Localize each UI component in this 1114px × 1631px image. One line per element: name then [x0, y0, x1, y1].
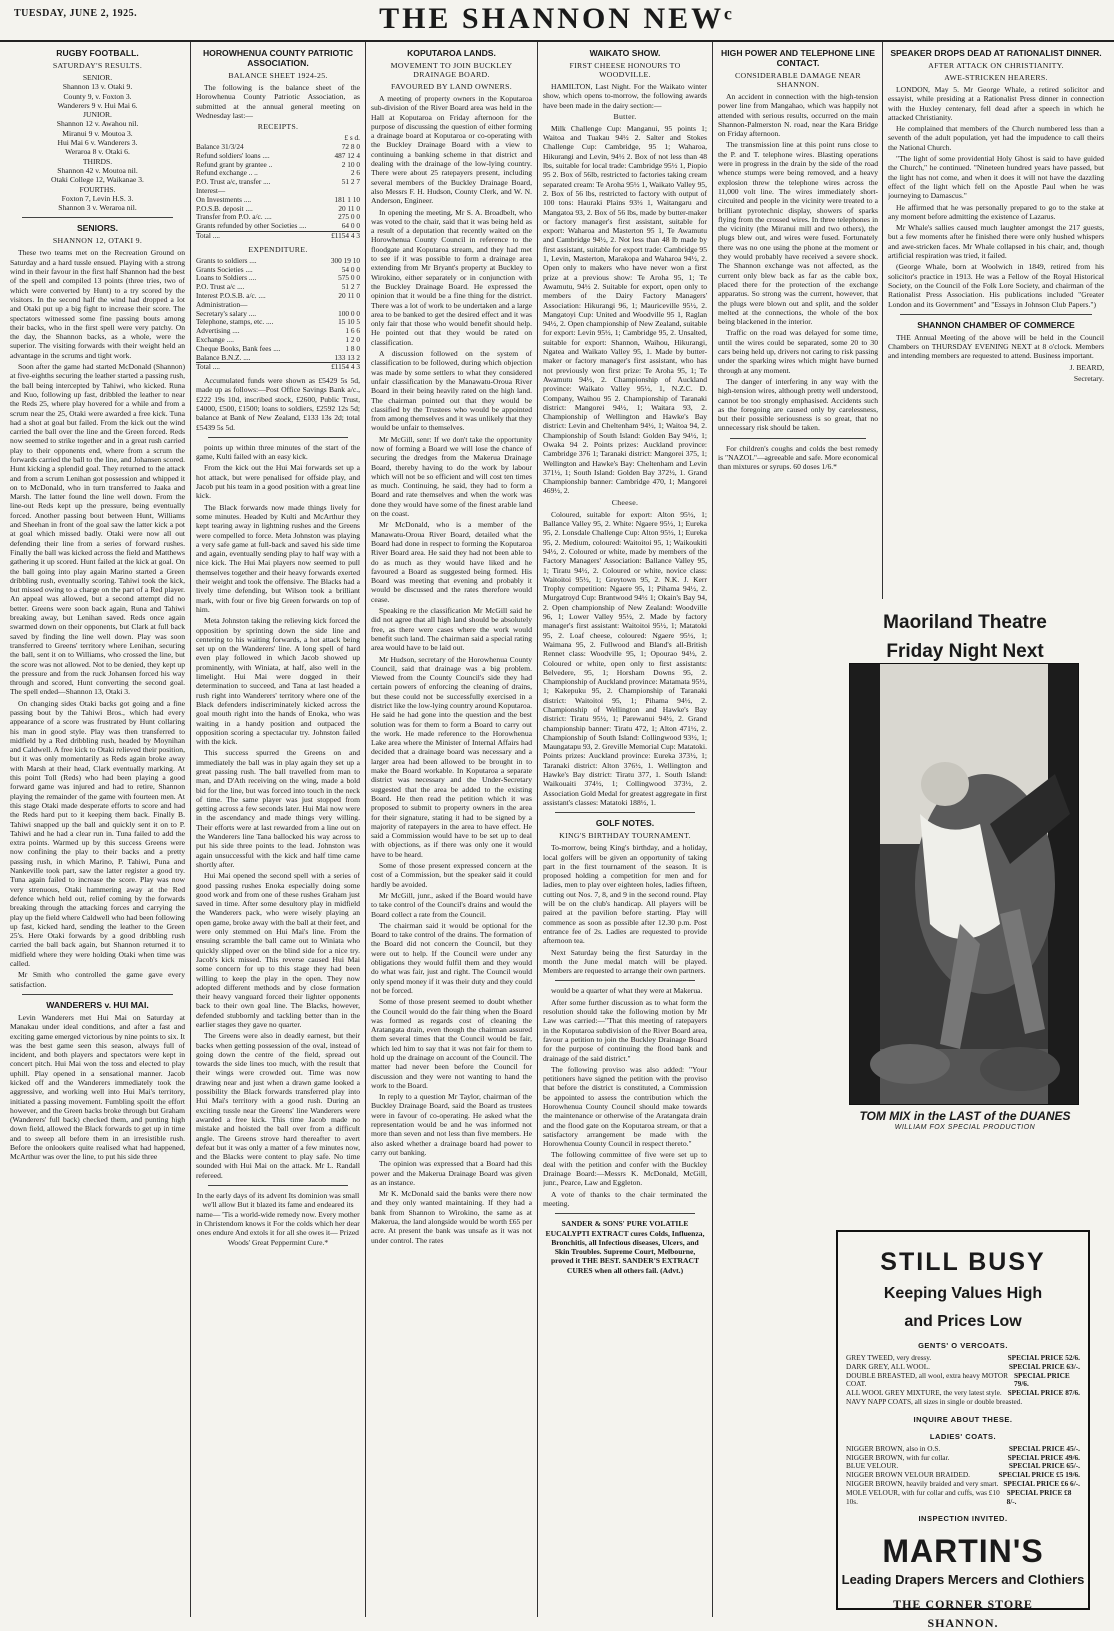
article-paragraph: Milk Challenge Cup: Manganui, 95 points 1; Waitoa and Tuakau 94½ 2. Salter and Stokes Challenge Cup: Cambridge, 95 1; Waharoa, Hikurangi and Levin, 94½ 2. Box of not less than 48 lbs, suitable for local trade: Cambridge 95½ 1, Piopio 95 2. Box of 56lb, restricted to factories taking cream separated cream: Te Aroha 95½ 1, Waikato Valley 95, 2. Box of 56 lbs, restricted to factory with output of 100 tons: Hauraki Plains 93½ 1, Waitangaru and Mangatoa 93, 2. Box of 56 lbs, made by butter-maker or factory manager's first assistant, suitable for export: Waharoa and Masterton 95 1, Te Awamutu and Cambridge 94½, 2. Not less than 48 lb made by first assistant, suitable for export trade: Cambridge 95 1, Levin, Masterton, Marakopa and Waharoa 94½, 2. Open only to makers who have never won a first prize at a previous show: Te Aroha 95, 1; Te Awamutu, 94½ 2. Suitable for export, open only to members of the Dairy Factory Managers' Association: Hikurangi 96, 1; Mauriceville 95½, 2. Mangatoyi Cup: United and Woodville 95 1, Raglan 94½, 2. Open championship of New Zealand, suitable for export: Levin 95½, 1; Cambridge 95, 2. Unsalted, suitable for export: Shannon, Waihou, Hikurangi, Ngatea and Waikato Valley 95, 1. Made by butter-maker or factory manager's first assistant, who has not previously won first prize: Te Aroha 95, 1; Te Awamutu 94½, 2. Championship of Auckland province: Waikato Valley 95½, 1, N.Z.C. D. Company, Waihou 95 2. Championship of Taranaki district: Mangorei 94½, 1; Waitara 93, 2. Championship of Wellington and Hawke's Bay district: Levin and Cheltenham 94½, 1; Waitoa 94, 2. Championship of South Island: Golden Bay 94½, 1; Owaka 94 2. Points prizes: Auckland province: Cambridge 376 1; Taranaki district: Mangorei 375, 1; Wellington and Hawke's Bay: Cheltenham and Levin 371½, 1; South Island: Golden Bay 372½, 1. Grand Championship banner: Cambridge 470, 1; Mangorei 469½, 2.	[543, 123, 707, 496]
signature-name: J. BEARD,	[1069, 362, 1104, 372]
table-row: P.O. Trust a/c .... 51 2 7	[196, 282, 360, 292]
waikato-subheading: FIRST CHEESE HONOURS TO WOODVILLE.	[569, 61, 681, 79]
divider	[208, 437, 348, 438]
article-paragraph: Some of those present expressed concern at the cost of a Commission, but the speaker said it could hardly be avoided.	[371, 861, 532, 889]
table-row: P.O. Trust a/c, transfer .... 51 2 7	[196, 177, 360, 187]
results-list	[10, 73, 185, 212]
result-line: FOURTHS.	[79, 184, 116, 194]
result-line: County 9, v. Foxton 3.	[63, 91, 132, 101]
table-row: Refund exchange .. .. 2 6	[196, 168, 360, 178]
column-koputaroa	[371, 44, 532, 1615]
price-row: DOUBLE BREASTED, all wool, extra heavy MOTOR COAT. SPECIAL PRICE 79/6.	[846, 1370, 1070, 1389]
article-paragraph: He complained that members of the Church numbered less than a seventh of the adult population, yet had the impudence to call theirs the National Church.	[888, 124, 1104, 152]
article-paragraph: The transmission line at this point runs close to the P. and T. telephone wires. Blasting operations were in progress in the drain by the side of the road whence stumps were being removed, and a heavy explosion threw the telephone wires across the 11,000 volt line. The wires immediately short-circuited and people in the vicinity were treated to a brilliant pyrotechnic display, showers of sparks flying from the crossed wires. In three telephones in the vicinity (the Miranui mill and two others), the plugs blew out, and wires were fused. Fortunately there was no one using the phone at the moment or they would probably have received a severe shock. The Shannon exchange was not affected, as the current only blew back as far as the cable box, placed there for the protection of the exchange apparatus. So strong was the current, however, that the plugs were blown out and split, and the solder melted at the connections, the whole of the box being blackened in the interior.	[718, 140, 878, 327]
article-paragraph: Soon after the game had started McDonald (Shannon) at five-eighths securing the leather started a passing rush, the ball being intercepted by Tahiwi, who kicked. Runa and Kuo, following up fast, dribbled the leather to near the Reds 25, where play hovered for a while and from a scrum near the 25, Otaki were awarded a free kick. Tuna had a shot at goal but failed. From the kick out the wind carried the ball over the line and the Green forced. Reds now seemed to strike together and in a great rush carried play to their opponents end, where from a scrum the forwards carried the ball to the line, and Johansen scored. Hunt kicking a splendid goal. They returned to the attack and from a scrum Lenihan got possession and whipped it on to McDonald, who in turn transferred to Jaaka and Marsh. The latter found the line well down. From the line-out Reds kept up the pressure, being eventually forced. Another passing bout between Hunt, Williams and Sheehan in front of the goal saw the latter kick a pot at goal which missed badly. Otaki were now all out defending their line from a series of forward rushes. Finally the ball was kicked across the field and Matthews gathering it up scored. Hunt failed at the kick at goal. On the ball going into play again Marino started a Green dribbling rush, eventually scoring. Tahiwi took the kick, but missed owing to a charge on the part of a Red player. An appeal was allowed, but a second attempt did no better. Greens were soon back again, Runa and Tahiwi breaking away, but Lenihan saved. Reds once again swarmed down on their opponents, but Clark at full back saved by finding the line well down. Play was soon transferred to Greens' territory where Lenihan, securing the ball, sent it on to Williams, who crossed the line, but the score was not allowed. Not to be denied, they kept up the pressure and from the ruck Johansen forced his way through and scored, Hunt converting the second goal. The spell ended—Shannon 13, Otaki 3.	[10, 362, 185, 697]
table-row: Administration—	[196, 299, 248, 309]
film-still-illustration	[850, 664, 1078, 1104]
wanderers-heading: WANDERERS v. HUI MAI.	[46, 999, 149, 1010]
receipts-table	[196, 134, 360, 241]
article-paragraph: The Black forwards now made things lively for some minutes. Headed by Kulti and McArthur they kept tearing away in lightning rushes and the Greens were compelled to force. Meta Johnston was playing a very safe game at full-back and saved his side time and again, eventually sending play to half way with a nice kick. The Hui Mai players now seemed to pull themselves together and their heavy forwards exerted their weight and took the offensive. The Blacks had a lively time defending, but Wilson took a brilliant mark, with four or five big Green forwards on top of him.	[196, 502, 360, 614]
expenditure-table	[196, 257, 360, 372]
inquire-note: INQUIRE ABOUT THESE.	[913, 1414, 1013, 1424]
result-line: Shannon 42 v. Moutoa nil.	[57, 165, 138, 175]
advert-tagline: Keeping Values High	[883, 1285, 1043, 1302]
article-paragraph: The Greens were also in deadly earnest, but their backs when getting possession of the oval, instead of going down the centre of the field, spread out towards the side lines too much, with the result that their wings were crowded out. Time was now drawing near and just when a drawn game looked a possibility the Black forwards transferred play into Hui Mai's territory with a good rush. During an exciting tussle near the Greens' line Wanderers were awarded a free kick. This time Jacob made no mistake and hoisted the ball over from a difficult angle. The Greens strove hard thereafter to avert defeat but it was only a matter of a few minutes now, and the Blacks were content to play safe. No time sounded with Hui Mai on the attack. Mr L. Randall refereed.	[196, 1031, 360, 1180]
result-line: Otaki College 12, Waikanae 3.	[51, 175, 144, 185]
waikato-heading: WAIKATO SHOW.	[589, 48, 661, 58]
article-paragraph: In reply to a question Mr Taylor, chairman of the Buckley Drainage Board, said the Board as trustees were in favour of co-operating. He asked what the representation would be and he was informed not more than seven and not less than five members. He also asked whether a drainage board had power to carry out banking.	[371, 1092, 532, 1157]
article-paragraph: points up within three minutes of the start of the game, Kulti failed with an easy kick.	[196, 442, 360, 462]
result-line: Foxton 7, Levin H.S. 3.	[61, 193, 134, 203]
article-paragraph: An accident in connection with the high-tension power line from Mangahao, which was happily not attended with serious results, occurred on the main Shannon-Palmerston N. road, near the Kara Bridge on Friday afternoon.	[718, 92, 878, 139]
article-paragraph: Mr Smith who controlled the game gave every satisfaction.	[10, 970, 185, 989]
inspection-note: INSPECTION INVITED.	[918, 1514, 1008, 1524]
article-paragraph: (George Whale, born at Woolwich in 1849, retired from his solicitor's practice in 1913. He was a Fellow of the Royal Historical Society, on the Council of the Folk Lore Society, and chairman of the Rationalist Press Association. His publications included "Greater London and its Government" and "Essays in Johnson Club Papers.")	[888, 262, 1104, 309]
table-row: Balance 31/3/24 72 8 0	[196, 141, 360, 151]
column-waikato	[543, 44, 707, 1615]
article-paragraph: The chairman said it would be optional for the Board to take control of the drains. The formation of the Board did not concern the Council, but they were out to help. If the Council were under any obligations they would fulfil them and they would do what was fair, just and right. The Council would only spend money if it was their duty and they could not be forced.	[371, 920, 532, 995]
receipts-heading: RECEIPTS.	[257, 122, 299, 132]
shop-trade: Leading Drapers Mercers and Clothiers	[841, 1572, 1085, 1588]
article-paragraph: A vote of thanks to the chair terminated the meeting.	[543, 1189, 707, 1208]
article-paragraph: Some of those present seemed to doubt whether the Council would do the fair thing when the Board was formed as regards cost of cleaning the Aratangata drain, even though the chairman assured them several times that the Council would be fair, which led him to say that it was not fair for them to hold up the drainage on account of the Council. The matter had never been before the Council for discussion and they were not wanting to hand the work to the Board.	[371, 997, 532, 1090]
balance-sheet-title: BALANCE SHEET 1924-25.	[228, 71, 328, 80]
result-line: Wanderers 9 v. Hui Mai 6.	[57, 100, 138, 110]
golf-heading: GOLF NOTES.	[595, 818, 655, 829]
table-row: P.O.S.B. deposit .... 20 11 0	[196, 203, 360, 213]
divider	[900, 314, 1092, 315]
article-paragraph: Mr McGill, junr., asked if the Board would have to take control of the Council's drains and would the Board collect a rate from the Council.	[371, 890, 532, 919]
golf-subheading: KING'S BIRTHDAY TOURNAMENT.	[559, 831, 691, 841]
expenditure-heading: EXPENDITURE.	[248, 244, 308, 254]
gents-section-heading: GENTS' O VERCOATS.	[918, 1341, 1008, 1350]
article-paragraph: Traffic on the road was delayed for some time, until the wires could be separated, some 20 to 30 cars being held up, drivers not caring to risk passing under the sparking wires which might have burned through at any moment.	[718, 328, 878, 375]
column-patriotic	[196, 44, 360, 1615]
article-paragraph: To-morrow, being King's birthday, and a holiday, local golfers will be given an opportunity of taking part in the first tournament of the season. It is proposed holding a competition for men and for ladies, men to play over eighteen holes, ladies fifteen, cutting out Nos. 7, 8, and 9 in the second round. Play will be on the club's handicap. All players will be paired at the pavilion before starting. Play will commence as soon as possible after 12.30 p.m. Post entrance fee of 2s. Ladies are requested to provide afternoon tea.	[543, 843, 707, 946]
result-line: Hui Mai 6 v. Wanderers 3.	[57, 138, 138, 148]
article-paragraph: The danger of interfering in any way with the high-tension wires, although pretty well understood, cannot be too strongly emphasised. Accidents such as the foregoing are caused only by carelessness, but their possible seriousness is so great, that no unnecessary risk should be taken.	[718, 376, 878, 433]
table-row: Transfer from P.O. a/c. .... 275 0 0	[196, 212, 360, 222]
film-caption: TOM MIX in the LAST of the DUANES	[859, 1109, 1071, 1123]
ladies-section-heading: LADIES' COATS.	[929, 1431, 997, 1441]
table-row: Grants refunded by other Societies .... 64 0 0	[196, 221, 360, 231]
article-paragraph: Next Saturday being the first Saturday in the month the June medal match will be played. Members are requested to arrange their own partners.	[543, 947, 707, 976]
seniors-heading: SENIORS.	[76, 223, 119, 234]
article-paragraph: He affirmed that he was personally prepared to go to the stake at any moment before admitting the existence of Lazarus.	[888, 202, 1104, 221]
divider	[730, 438, 866, 439]
table-row: Grants to soldiers .... 300 19 10	[196, 255, 360, 265]
article-paragraph: The following is the balance sheet of the Horowhenua County Patriotic Association, as submitted at the annual general meeting on Wednesday last:—	[196, 83, 360, 120]
article-paragraph: Mr McGill, senr: If we don't take the opportunity now of forming a Board we will lose the chance of securing the dredges from the Makerua Drainage Board, thereby having to do the work by labour which will not be so efficient and will cost ten times as much. Continuing, he said, they had to form a Board and rate themselves and when the work was done they would have some of the finest arable land on the coast.	[371, 434, 532, 519]
column-rule	[365, 42, 366, 1617]
shop-name: MARTIN'S	[882, 1533, 1044, 1570]
divider	[22, 994, 173, 995]
table-row: Total .... £1154 4 3	[196, 362, 360, 372]
price-row: MOLE VELOUR, with fur collar and cuffs, was £10 10s. SPECIAL PRICE £8 8/-.	[846, 1487, 1072, 1506]
theatre-advert	[836, 605, 1094, 1215]
patriotic-heading: HOROWHENUA COUNTY PATRIOTIC ASSOCIATION.	[202, 48, 354, 68]
koputaroa-subheading: MOVEMENT TO JOIN BUCKLEY DRAINAGE BOARD.	[390, 61, 513, 79]
result-line: Weraroa 8 v. Otaki 6.	[65, 147, 130, 157]
speaker-subheading: AFTER ATTACK ON CHRISTIANITY.	[928, 61, 1064, 70]
column-rugby	[10, 44, 185, 1615]
article-paragraph: Speaking re the classification Mr McGill said he did not agree that all high land should be absolutely free, as there were cases where the work would benefit such land. The chairman said a special rating area would have to be laid out.	[371, 606, 532, 653]
price-row: BLUE VELOUR. SPECIAL PRICE 65/-.	[846, 1461, 1080, 1471]
table-row: Exchange .... 1 2 0	[196, 334, 360, 344]
article-paragraph: Hui Mai opened the second spell with a series of good passing rushes Enoka especially doing some good work and from one of these rushes Graham just saved in time. After some desultory play in midfield the Wanderers pack, who were wisely playing an open game, broke away with the ball at their feet, and were only stemmed on Hui Mai's line. From the ensuing scramble the ball came out to Winiata who quickly slipped over on the blind side for a nice try. Jacob's kick missed. This reverse caused Hui Mai some concern for up to this stage they had been willing to keep the play in the open. They now adopted different methods and by close formation their heavy vanguard forced their lighter opponents back to their own goal line. The Blacks, however, defended stubbornly and tackling better than in the earlier stages they gave no quarter.	[196, 871, 360, 1029]
article-paragraph: "The light of some providential Holy Ghost is said to have guided the Church," he continued. "Nineteen hundred years have passed, but the light has not come, and when it does it will not have the dazzling effect of the light which fell on the Apostle Paul when he was journeying to Damascus."	[888, 154, 1104, 201]
divider	[22, 217, 173, 218]
result-line: Shannon 3 v. Weraroa nil.	[58, 203, 137, 213]
advert-verse: In the early days of its advent Its dominion was small we'll allow But it blazed its fame and endeared its name— 'Tis a world-wide remedy now. Every mother in Christendom knows it For the colds which her dear ones endure And extols it for all she owes it— Prized Woods' Great Peppermint Cure.*	[196, 1191, 360, 1247]
power-subheading: CONSIDERABLE DAMAGE NEAR SHANNON.	[735, 71, 861, 89]
table-row: Interest—	[196, 185, 226, 195]
article-paragraph: From the kick out the Hui Mai forwards set up a hot attack, but were penalised for offside play, and Jacob put his team in a good position with a great line kick.	[196, 463, 360, 501]
article-paragraph: This success spurred the Greens on and immediately the ball was in play again they set up a great passing rush. The ball travelled from man to man, and D'Ath receiving on the wing, made a bold bid for the line, but was forced into touch in the neck of time. The same player was just stopped from getting across a few seconds later. Hui Mai now were in the ascendancy and made things very willing. Their efforts were at last rewarded from a line out on the Wanderers line Tana ballocked his way across to put his side three points to the lead. Johnston was again unsuccessful with the kick and half time came shortly after.	[196, 748, 360, 869]
result-line: Shannon 12 v. Awahou nil.	[56, 119, 139, 129]
price-row: NIGGER BROWN, with fur collar. SPECIAL PRICE 49/6.	[846, 1452, 1080, 1462]
speaker-heading: SPEAKER DROPS DEAD AT RATIONALIST DINNER.	[890, 48, 1102, 58]
power-heading: HIGH POWER AND TELEPHONE LINE CONTACT.	[721, 48, 875, 68]
rugby-subheading: SATURDAY'S RESULTS.	[52, 61, 143, 70]
advert-nazol: For children's coughs and colds the best remedy is "NAZOL"—agreeable and safe. More economical than mixtures or syrups. 60 doses 1/6.*	[718, 443, 878, 472]
chamber-notice: THE Annual Meeting of the above will be held in the Council Chambers on THURSDAY EVENING NEXT at 8 o'clock. Members and intending members are requested to attend. Business important.	[888, 332, 1104, 361]
column-rule	[190, 42, 191, 1617]
article-paragraph: The following proviso was also added: "Your petitioners have signed the petition with the proviso that before the district is constituted, a Commission be appointed to assess the contribution which the Horowhenua County Council should make towards the maintenance or otherwise of the Aratangata drain and the flood gate on the Koputaroa stream, or that a satisfactory arrangement be made with the Horowhenua County Council in respect thereto."	[543, 1064, 707, 1149]
table-row: Secretary's salary .... 100 0 0	[196, 308, 360, 318]
article-paragraph: Meta Johnston taking the relieving kick forced the opposition by sprinting down the side line and centering to his waiting forwards, a hot attack being set up on the Wanderers' line. A long spell of hard even play followed in which Jacob showed up prominently, with Winiata, at half, also well in the limelight. Hui Mai were dogged in their determination to succeed, and Tana at last headed a rush right into Wanderers' territory where one of the Black defenders indiscriminately kicked across the goal mouth right into the hands of Enoka, who was waiting in a handy position and outpaced the opposition scoring a spectacular try. Johnston failed with the kick.	[196, 616, 360, 747]
divider	[555, 1213, 695, 1214]
article-paragraph: Mr Hudson, secretary of the Horowhenua County Council, said that drainage was a big problem. Viewed from the County Council's side they had certain powers of enforcing the cleaning of drains, but these could not be successfully exercised in a district like the low-lying country around Koputaroa. He said he had gone into the question and the best solution was for them to form a Board to carry out the work. He made reference to the Horowhenua Lake area where the Minister of Internal Affairs had decided that a drainage board was necessary and a larger area had been allowed to be brought in to make the Board workable. In Koputaroa a separate district was necessary and the Under-Secretary suggested that the area be added to the existing Board. He then read the petition which it was proposed to submit to property owners in the area for their signature, stating it had to be signed by a majority of ratepayers in the area to have effect. He said a Commission would have to be set up to deal with objections, as if there was only one it would have to be heard.	[371, 654, 532, 859]
table-row: £ s d.	[344, 133, 360, 143]
newspaper-title: THE SHANNON NEWᶜ	[379, 2, 735, 35]
result-line: JUNIOR.	[83, 110, 112, 120]
column-rule	[712, 42, 713, 1617]
table-row: Total .... £1154 4 3	[196, 230, 360, 240]
shop-location: THE CORNER STORE	[893, 1597, 1033, 1612]
article-paragraph: A discussion followed on the system of classification to be followed, during which objection was made by some settlers to what they considered unfair classification by the Manawatu-Oroua River Board in their being heavily rated on the high land. The chairman pointed out that they would be classified by the Trustees who would be appointed from among themselves and it was unlikely that they would be unfair to themselves.	[371, 349, 532, 433]
article-paragraph: Mr K. McDonald said the banks were there now and they only wanted maintaining. If they had a bank from Shannon to Wirokino, the same as at Makerua, the land alongside would be worth £65 per acre. At present the bank was unsafe as it was not under control. The rates	[371, 1189, 532, 1245]
article-paragraph: LONDON, May 5. Mr George Whale, a retired solicitor and essayist, while presiding at a Rationalist Press dinner in connection with the Huxley centenary, fell dead after a speech in which he attacked Christianity.	[888, 85, 1104, 122]
article-paragraph: These two teams met on the Recreation Ground on Saturday and a hard tussle ensued. Playing with a strong wind in their favour in the first half Shannon had the best of the spell and compiled 13 points (three tries, two of which were converted by Hunt) to a try scored by the visitors. In the second half the wind had dropped a lot and Otaki put up a big fight to increase their score. The spectators witnessed some fine passing bouts among their backs, who in the first spell were very patchy. On the day, the Shannon backs, as a whole, were the superior. The visiting forwards with their weight held an advantage in the scrums and tight work.	[10, 248, 185, 360]
column-power-line	[718, 44, 878, 594]
result-line: Shannon 13 v. Otaki 9.	[62, 82, 133, 92]
article-paragraph: Accumulated funds were shown as £5429 5s 5d, made up as follows:—Post Office Savings Bank a/c., £222 19s 10d, inscribed stock, £2600, Public Trust, £4000, £500, £1500; loans to soldiers, £2592 12s 5d; balance at Bank of New Zealand, £133 13s 2d; total £5439 5s 5d.	[196, 376, 360, 432]
article-paragraph: would be a quarter of what they were at Makerua.	[551, 986, 703, 996]
price-row: NIGGER BROWN VELOUR BRAIDED. SPECIAL PRICE £5 19/6.	[846, 1470, 1080, 1480]
martins-advert	[836, 1230, 1090, 1631]
cheese-heading: Cheese.	[611, 497, 639, 507]
koputaroa-subheading: FAVOURED BY LAND OWNERS.	[391, 82, 512, 91]
article-paragraph: Mr McDonald, who is a member of the Manawatu-Oroua River Board, detailed what the Board had done in respect to forming the Koputaroa River Board area. He said they had not been able to do as much as they would have liked and he favoured a Board as suggested being formed. His Board was meeting that evening and probably it would be discussed and the rates therefore would cease.	[371, 520, 532, 604]
result-line: THIRDS.	[82, 156, 113, 166]
table-row: Loans to Soldiers .... 575 0 0	[196, 273, 360, 283]
divider	[208, 1185, 348, 1186]
article-paragraph: Levin Wanderers met Hui Mai on Saturday at Manakau under ideal conditions, and after a fast and exciting game emerged victorious by nine points to six. It was the best game seen this season, always full of incident, and both players and spectators were kept in concert pitch. Hui Mai won the toss and elected to play uphill. Play opened in a sensational manner. Jacob kicked off and the Wanderers immediately took the aggressive, and working well into Hui Mai's territory, initiated a passing movement. Fumbling spoilt the effort however, and the Green backs broke through but Graham (Wanderers' full back) checked them, and punting high down field, allowed the Black forwards to get up in time and to sweep all before them in an irresistible rush. Before the onlookers quite realised what had happened, McArthur was over the line, to put his side three	[10, 1012, 185, 1162]
article-paragraph: After some further discussion as to what form the resolution should take the following motion by Mr Law was carried:—"That this meeting of ratepayers in the Koputaroa subdivision of the River Board area, favour a petition to join the Buckley Drainage Board for the purpose of continuing the flood bank and drainage of the said district."	[543, 997, 707, 1063]
seniors-score: SHANNON 12, OTAKI 9.	[52, 236, 143, 246]
column-speaker	[888, 44, 1104, 594]
film-credit: WILLIAM FOX SPECIAL PRODUCTION	[894, 1124, 1036, 1131]
advert-headline: STILL BUSY	[880, 1248, 1046, 1276]
article-paragraph: In opening the meeting, Mr S. A. Broadbelt, who was voted to the chair, said that it was being held as a result of a deputation that recently waited on the Horowhenua County Council in reference to the floodgate and Koputaroa stream, and they had met to see if it was possible to form a drainage area extending from Mr Bryant's property at Buckley to Wirokino, either separately or in conjunction with the Buckley Drainage Board. He expressed the opinion that it would be a fine thing for the district. There was a lot of work to be undertaken and a large area to be banked to get the desired effect and it was only fair that those who would benefit should help. He pointed out that they would be rated on classification.	[371, 207, 532, 347]
result-line: SENIOR.	[82, 73, 113, 82]
speaker-subheading: AWE-STRICKEN HEARERS.	[944, 73, 1048, 82]
advert-sander: SANDER & SONS' PURE VOLATILE EUCALYPTI EXTRACT cures Colds, Influenza, Bronchitis, all Infectious diseases, Ulcers, and Skin Troubles. Supreme Court, Melbourne, proved it THE BEST. SANDER'S EXTRACT CURES when all others fail. (Advt.)	[545, 1219, 705, 1275]
table-row: Refund soldiers' loans .... 487 12 4	[196, 150, 360, 160]
column-rule	[882, 42, 883, 599]
divider	[555, 980, 695, 981]
shop-town: SHANNON.	[927, 1616, 999, 1631]
theatre-date: Friday Night Next	[886, 641, 1044, 662]
price-row: NIGGER BROWN, also in O.S. SPECIAL PRICE 45/-.	[846, 1443, 1080, 1453]
issue-date: TUESDAY, JUNE 2, 1925.	[14, 8, 138, 19]
table-row: Advertising .... 1 6 6	[196, 326, 360, 336]
table-row: Interest P.O.S.B. a/c. .... 20 11 0	[196, 290, 360, 300]
article-paragraph: HAMILTON, Last Night. For the Waikato winter show, which opens to-morrow, the following awards have been made in the dairy section:—	[543, 82, 707, 110]
article-paragraph: The opinion was expressed that a Board had this power and the Makerua Drainage Board was given as an instance.	[371, 1159, 532, 1187]
masthead	[0, 0, 1114, 42]
film-still-image	[849, 663, 1079, 1105]
article-paragraph: Coloured, suitable for export: Alton 95½, 1; Ballance Valley 95, 2. White: Ngaere 95½, 1; Eureka 95, 2. Lonsdale Challenge Cup: Alton 95½, 1; Eureka 95, 2. Medium, coloured: Waitoitoi 95, 1; Waikoukiti 94½, 2. Coloured or white, made by members of the Factory Managers' Association: Ballance Valley 95, 1; Tiratu 94½, 2. Coloured or white, novice class: Waitoitoi 95½, 1; Greytown 95, 2. N.K. J. Kerr Trophy competition: Ngaere 95, 1; Pihama 94½, 2. Murgatroyd Cup: Brantwood 94½ 1; Okain's Bay 94, 2. Open championship of New Zealand: Woodville 96, 1; Lower Valley 95½, 2. Made by factory manager's first assistant: Waitoitoi 95½, 1; Matatoki 95, 2. Loaf cheese, coloured: Ngaere 95½, 1; Waimana 95, 2. Fullwood and Bland's all-British Rennet class: Woodville 95, 1; Opourao 94½, 2. Coloured or white, open only to first assistants: Belvedere, 95, 1; Horsham Downs 95, 2. Championship of Auckland province: Matamata 95½, 1; Kakepuku 95, 2. Championship of Taranaki district: Waitoitoi 95, 1; Pihama 94½, 2. Championship of Wellington and Hawke's Bay district: Tiratu 95½, 1; Parewanui 94½, 2. Grand championship banner: Tiratu 472, 1; Alton 471½, 2. Championship of South Island: Collingwood 93½, 1; Maungatapu 93, 2. Greville Memorial Cup: Matatoki. Points prizes: Auckland province: Eureka 373½, 1; Taranaki district: Alton 376½, 1. Wellington and Hawke's Bay district: Tiratu 377, 1. South Island: Waikouaiti 374½, 1; Collingwood 373½, 2. Association Gold Medal for greatest aggregate in first assistant's classes: Matatoki 188½, 1.	[543, 509, 707, 807]
table-row: Telephone, stamps, etc. .... 15 10 5	[196, 317, 360, 327]
article-paragraph: The following committee of five were set up to deal with the petition and confer with the Buckley Drainage Board:—Messrs K. McDonald, McGill, junr., Pearce, Law and Eggleton.	[543, 1150, 707, 1188]
table-row: Grants Societies .... 54 0 0	[196, 264, 360, 274]
column-rule	[537, 42, 538, 1617]
koputaroa-heading: KOPUTAROA LANDS.	[407, 48, 496, 58]
table-row: Cheque Books, Bank fees .... 1 8 0	[196, 343, 360, 353]
theatre-name: Maoriland Theatre	[883, 612, 1047, 633]
price-row: GREY TWEED, very dressy. SPECIAL PRICE 52/6.	[846, 1353, 1080, 1362]
table-row: Balance B.N.Z. .... 133 13 2	[196, 352, 360, 362]
article-paragraph: On changing sides Otaki backs got going and a fine passing bout by the Tahiwi Bros., which had every appearance of a score was frustrated by Hunt collaring his man in good style. Play was then transferred to midfield by a Red dribbling rush, headed by Moynihan and Caldwell. A free kick to Otaki relieved their position, but it was only momentarily as Reds again broke away with Marsh at their head, Clark eventually marking. At this point Toll (Reds) who had been playing a good forward game was injured and had to retire, Shannon playing the remainder of the game with fourteen men. At this stage Otaki made desperate efforts to score and had the Reds hard put to it keeping them back. Finally B. Tahiwi snapped up the ball and quickly sent it on to P. Tahiwi and he had a clear run in. Tuna failed to add the extra points. Warmed up by this success Greens were now confining the play to their backs and a pretty passing rush, in which Marino, P. Tahiwi, Puna and Nankeville took part, saw the latter register a good try. Tuna again failed to increase the score. Play was now very strenuous, Otaki hammering away at the Red defence which held out, relief coming by the forwards breaking through the attacking forces and carrying the play up the field where Caldwell who had been following up fast, kicked hard, sending the leather to the Green 25's. Here Otaki forwards by a good dribbling rush carried the ball back again, but Shannon returned it to midfield where they were holding Otaki when time was called.	[10, 698, 185, 969]
price-row: NAVY NAPP COATS, all sizes in single or double breasted.	[846, 1396, 1023, 1406]
result-line: Miranui 9 v. Moutoa 3.	[62, 128, 133, 138]
table-row: Refund grant by grantee .. 2 10 0	[196, 159, 360, 169]
rugby-heading: RUGBY FOOTBALL.	[56, 48, 139, 58]
chamber-heading: SHANNON CHAMBER OF COMMERCE	[917, 319, 1075, 330]
butter-heading: Butter.	[613, 111, 637, 121]
advert-tagline: and Prices Low	[904, 1313, 1022, 1330]
price-row: ALL WOOL GREY MIXTURE, the very latest style. SPECIAL PRICE 87/6.	[846, 1388, 1080, 1398]
divider	[555, 812, 695, 813]
price-row: NIGGER BROWN, heavily braided and very smart. SPECIAL PRICE £6 6/-.	[846, 1478, 1080, 1488]
table-row: On Investments .... 181 1 10	[196, 194, 360, 204]
article-paragraph: Mr Whale's sallies caused much laughter amongst the 217 guests, but a few moments after he finished there were only hushed whispers and awe-stricken faces. Mr Whale collapsed in his chair, and, though artificial respiration was tried, it failed.	[888, 223, 1104, 261]
article-paragraph: A meeting of property owners in the Koputaroa sub-division of the River Board area was held in the Hall at Koputaroa on Friday afternoon for the purpose of discussing the question of either forming a drainage board at Koputaroa or co-operating with the Buckley Drainage Board with a view to continuing a banking scheme in that district and dealing with the drainage of the low-lying country. There were about 25 ratepayers present, including several members of the Buckley Drainage Board, also Messrs F. H. Hudson, County Clerk, and W. N. Anderson, Engineer.	[371, 94, 532, 206]
price-row: DARK GREY, ALL WOOL. SPECIAL PRICE 63/-.	[846, 1361, 1080, 1371]
signature-title: Secretary.	[1073, 374, 1104, 384]
